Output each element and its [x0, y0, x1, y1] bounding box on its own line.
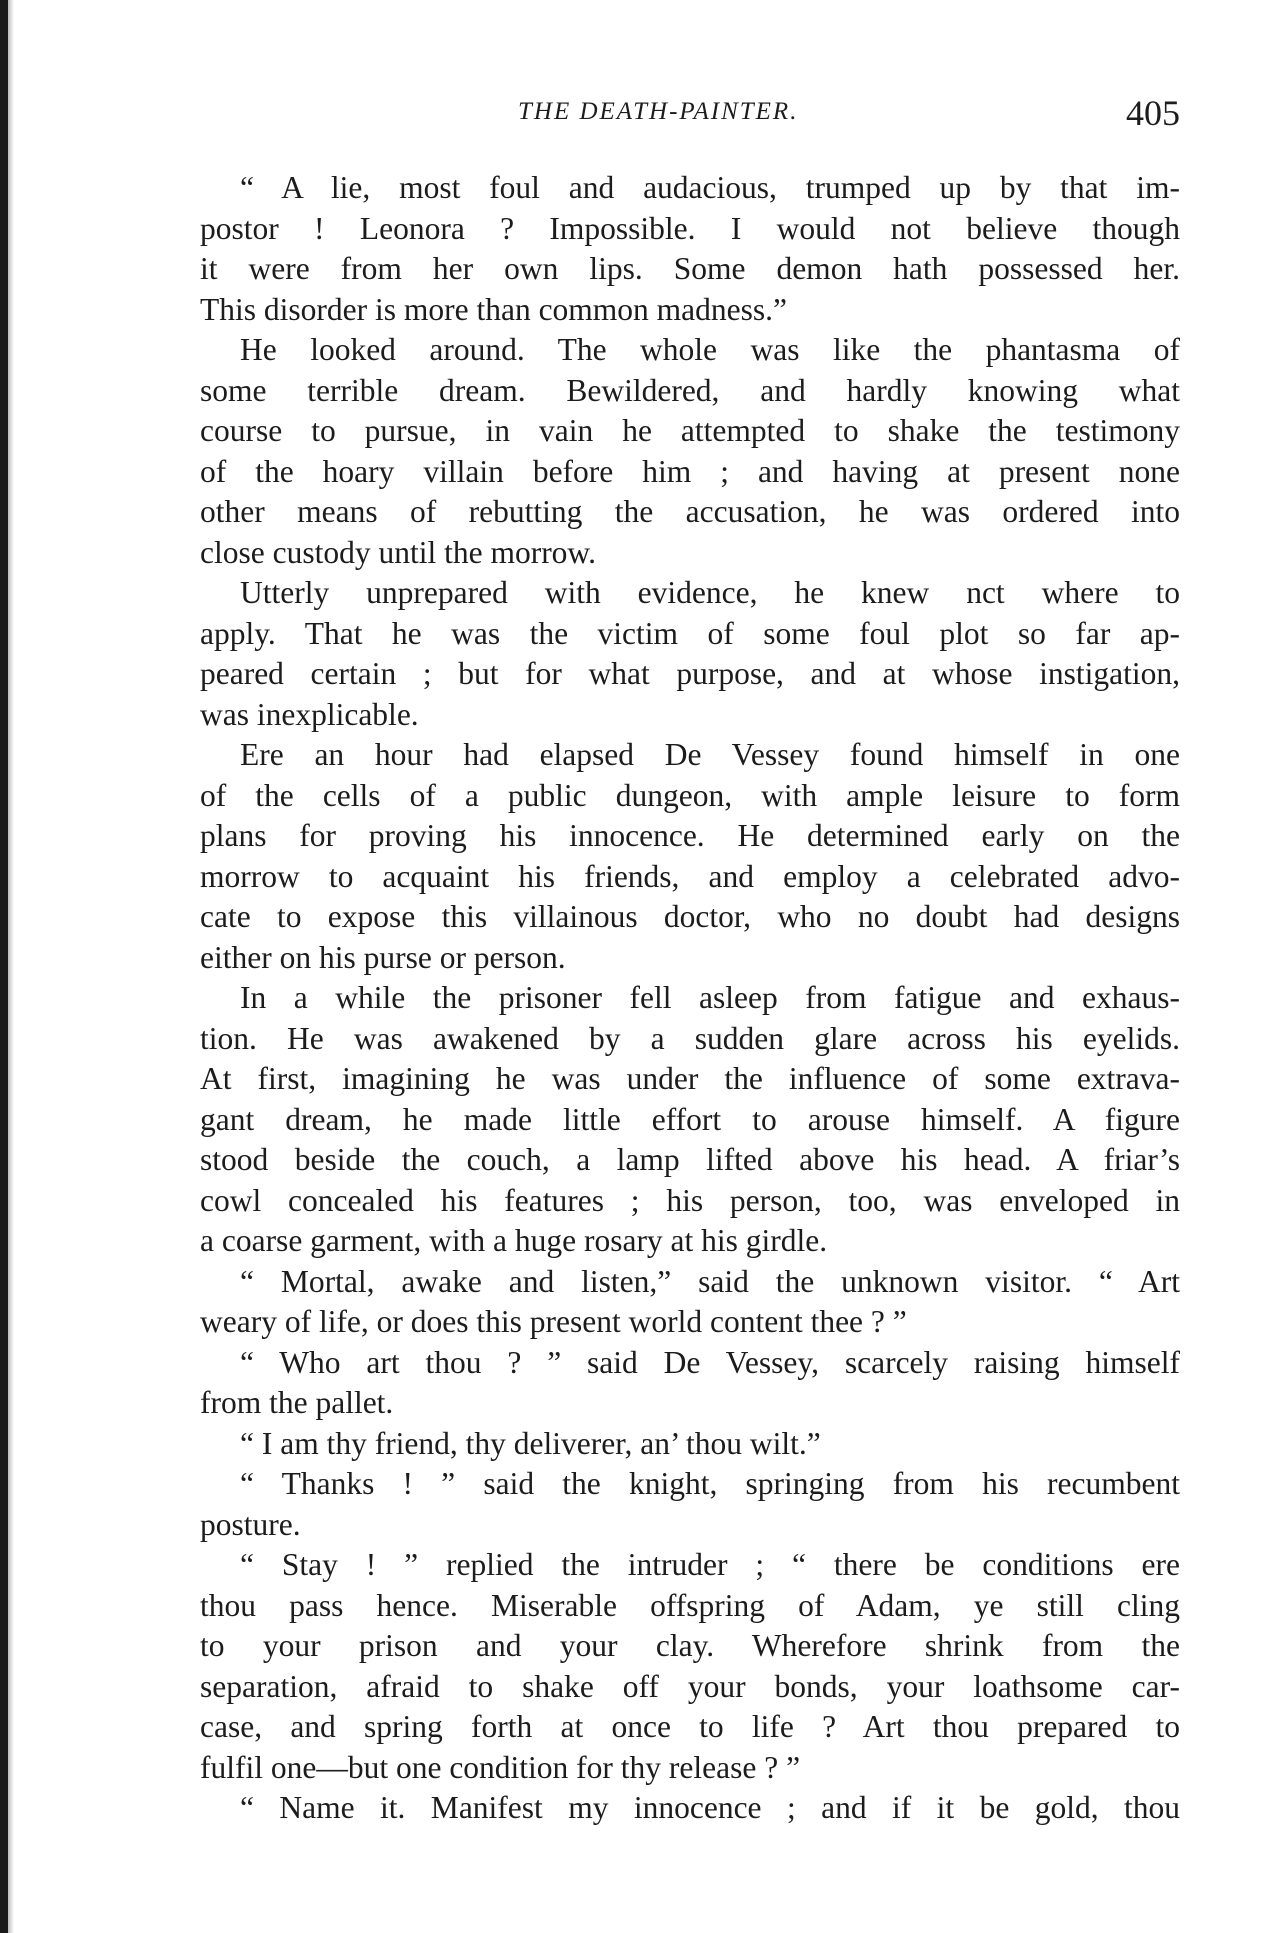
text-line: either on his purse or person.: [200, 939, 566, 975]
text-line: separation, afraid to shake off your bonds, your loathsome car-: [200, 1668, 1180, 1704]
text-line: case, and spring forth at once to life ? Art thou prepared to: [200, 1709, 1180, 1744]
paragraph: [200, 978, 1180, 1262]
paragraph: [200, 1424, 1180, 1465]
binding-shadow: [8, 0, 14, 1933]
paragraph: [200, 330, 1180, 573]
page-header: [200, 93, 1180, 140]
body-text: [200, 168, 1180, 1829]
text-line: apply. That he was the victim of some foul plot so far ap-: [200, 615, 1180, 651]
text-line: course to pursue, in vain he attempted to shake the testimony: [200, 413, 1180, 448]
text-line: morrow to acquaint his friends, and employ a celebrated advo-: [200, 858, 1180, 894]
text-line: gant dream, he made little effort to arouse himself. A figure: [200, 1101, 1180, 1137]
text-line: Utterly unprepared with evidence, he knew nct where to: [240, 575, 1180, 610]
text-line: a coarse garment, with a huge rosary at his girdle.: [200, 1223, 828, 1258]
paragraph: [200, 1464, 1180, 1545]
text-line: postor ! Leonora ? Impossible. I would not believe though: [200, 210, 1180, 246]
text-line: of the cells of a public dungeon, with ample leisure to form: [200, 777, 1180, 813]
text-line: He looked around. The whole was like the phantasma of: [240, 332, 1180, 367]
text-line: of the hoary villain before him ; and having at present none: [200, 453, 1180, 489]
text-line: close custody until the morrow.: [200, 534, 597, 570]
text-line: tion. He was awakened by a sudden glare across his eyelids.: [200, 1020, 1180, 1056]
paragraph: [200, 168, 1180, 330]
text-line: This disorder is more than common madness.”: [200, 291, 788, 327]
text-line: some terrible dream. Bewildered, and hardly knowing what: [200, 372, 1180, 408]
paragraph: [200, 573, 1180, 735]
text-line: “ I am thy friend, thy deliverer, an’ thou wilt.”: [240, 1425, 821, 1461]
text-line: “ Who art thou ? ” said De Vessey, scarcely raising himself: [240, 1344, 1180, 1380]
text-line: from the pallet.: [200, 1385, 394, 1420]
text-line: “ A lie, most foul and audacious, trumped up by that im-: [240, 170, 1180, 205]
paragraph: [200, 1788, 1180, 1829]
paragraph: [200, 1545, 1180, 1788]
text-line: At first, imagining he was under the influence of some extrava-: [200, 1061, 1180, 1096]
running-title: THE DEATH-PAINTER.: [518, 98, 799, 125]
text-line: “ Stay ! ” replied the intruder ; “ there be conditions ere: [240, 1547, 1180, 1582]
text-line: weary of life, or does this present world content thee ? ”: [200, 1304, 907, 1339]
text-line: to your prison and your clay. Wherefore shrink from the: [200, 1628, 1180, 1663]
text-line: cowl concealed his features ; his person, too, was enveloped in: [200, 1182, 1180, 1218]
paragraph: [200, 1343, 1180, 1424]
text-line: fulfil one—but one condition for thy release ? ”: [200, 1749, 801, 1785]
text-line: other means of rebutting the accusation, he was ordered into: [200, 494, 1180, 529]
text-line: stood beside the couch, a lamp lifted above his head. A friar’s: [200, 1142, 1180, 1177]
text-line: plans for proving his innocence. He determined early on the: [200, 818, 1180, 853]
paragraph: [200, 735, 1180, 978]
book-binding-edge: [0, 0, 8, 1933]
text-line: was inexplicable.: [200, 696, 419, 732]
text-line: cate to expose this villainous doctor, who no doubt had designs: [200, 899, 1180, 934]
text-line: “ Thanks ! ” said the knight, springing from his recumbent: [240, 1466, 1180, 1501]
page-number: 405: [1126, 93, 1180, 133]
text-line: Ere an hour had elapsed De Vessey found himself in one: [240, 737, 1180, 772]
text-line: posture.: [200, 1506, 301, 1542]
text-line: it were from her own lips. Some demon hath possessed her.: [200, 251, 1180, 286]
text-line: peared certain ; but for what purpose, and at whose instigation,: [200, 656, 1180, 691]
text-line: In a while the prisoner fell asleep from fatigue and exhaus-: [240, 980, 1180, 1015]
text-line: “ Mortal, awake and listen,” said the unknown visitor. “ Art: [240, 1263, 1180, 1299]
paragraph: [200, 1262, 1180, 1343]
text-line: “ Name it. Manifest my innocence ; and if it be gold, thou: [240, 1790, 1180, 1825]
text-line: thou pass hence. Miserable offspring of Adam, ye still cling: [200, 1587, 1180, 1623]
